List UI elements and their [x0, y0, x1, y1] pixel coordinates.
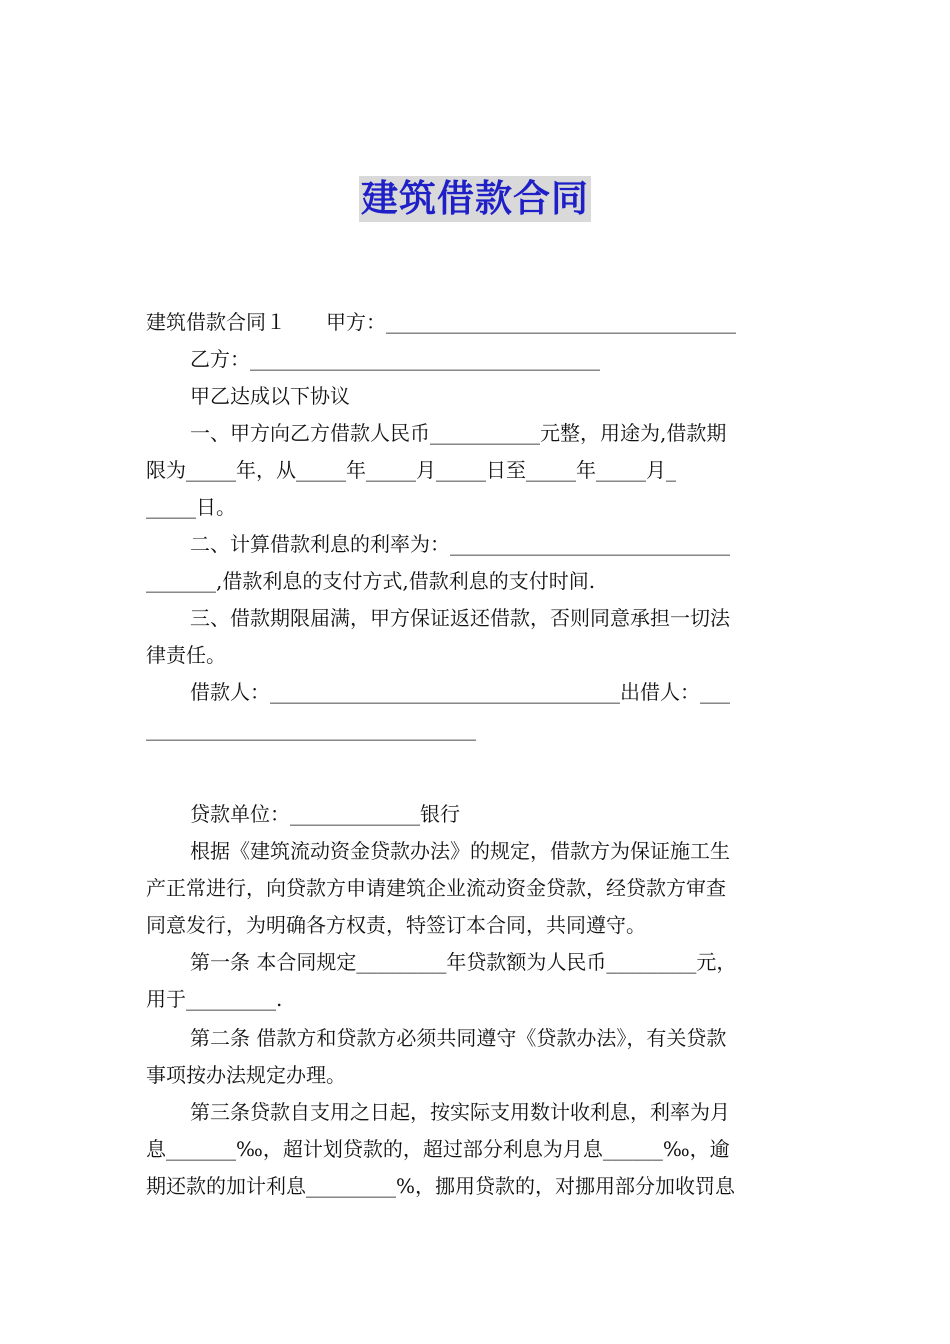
paragraph-line: 律责任。	[146, 643, 226, 667]
paragraph-line	[146, 304, 808, 341]
contract-number-label: 建筑借款合同１	[146, 310, 286, 334]
paragraph-line: 同意发行，为明确各方权责，特签订本合同，共同遵守。	[146, 913, 646, 937]
paragraph-line: 第一条 本合同规定_________年贷款额为人民币_________元，	[190, 950, 737, 974]
document-title: 建筑借款合同	[361, 177, 589, 220]
paragraph-line: 三、借款期限届满，甲方保证返还借款，否则同意承担一切法	[190, 606, 730, 630]
paragraph-line: 用于_________.	[146, 987, 283, 1011]
document-body	[146, 304, 808, 1205]
paragraph-line: 二、计算借款利息的利率为：____________________________	[190, 532, 730, 556]
paragraph-line: 一、甲方向乙方借款人民币___________元整，用途为,借款期	[190, 421, 727, 445]
paragraph-line: 根据《建筑流动资金贷款办法》的规定，借款方为保证施工生	[190, 839, 730, 863]
paragraph-line: 产正常进行，向贷款方申请建筑企业流动资金贷款，经贷款方审查	[146, 876, 726, 900]
party-a-field: 甲方：___________________________________	[326, 310, 736, 334]
paragraph-line: 借款人：___________________________________出借人：___	[190, 680, 730, 704]
paragraph-line: 限为_____年，从_____年_____月_____日至_____年_____月_	[146, 458, 676, 482]
paragraph-line: 第三条贷款自支用之日起，按实际支用数计收利息，利率为月	[190, 1100, 730, 1124]
paragraph-line: 第二条 借款方和贷款方必须共同遵守《贷款办法》，有关贷款	[190, 1026, 727, 1050]
paragraph-line: _________________________________	[146, 717, 476, 741]
paragraph-line: 期还款的加计利息_________%，挪用贷款的，对挪用部分加收罚息	[146, 1174, 736, 1198]
paragraph-line: _____日。	[146, 495, 236, 519]
paragraph-line: 乙方：___________________________________	[190, 347, 600, 371]
paragraph-line: 事项按办法规定办理。	[146, 1063, 346, 1087]
paragraph-line: 甲乙达成以下协议	[190, 384, 350, 408]
paragraph-line: _______,借款利息的支付方式,借款利息的支付时间.	[146, 569, 596, 593]
paragraph-line: 贷款单位：_____________银行	[190, 802, 460, 826]
paragraph-line: 息_______‰，超计划贷款的，超过部分利息为月息______‰，逾	[146, 1137, 730, 1161]
